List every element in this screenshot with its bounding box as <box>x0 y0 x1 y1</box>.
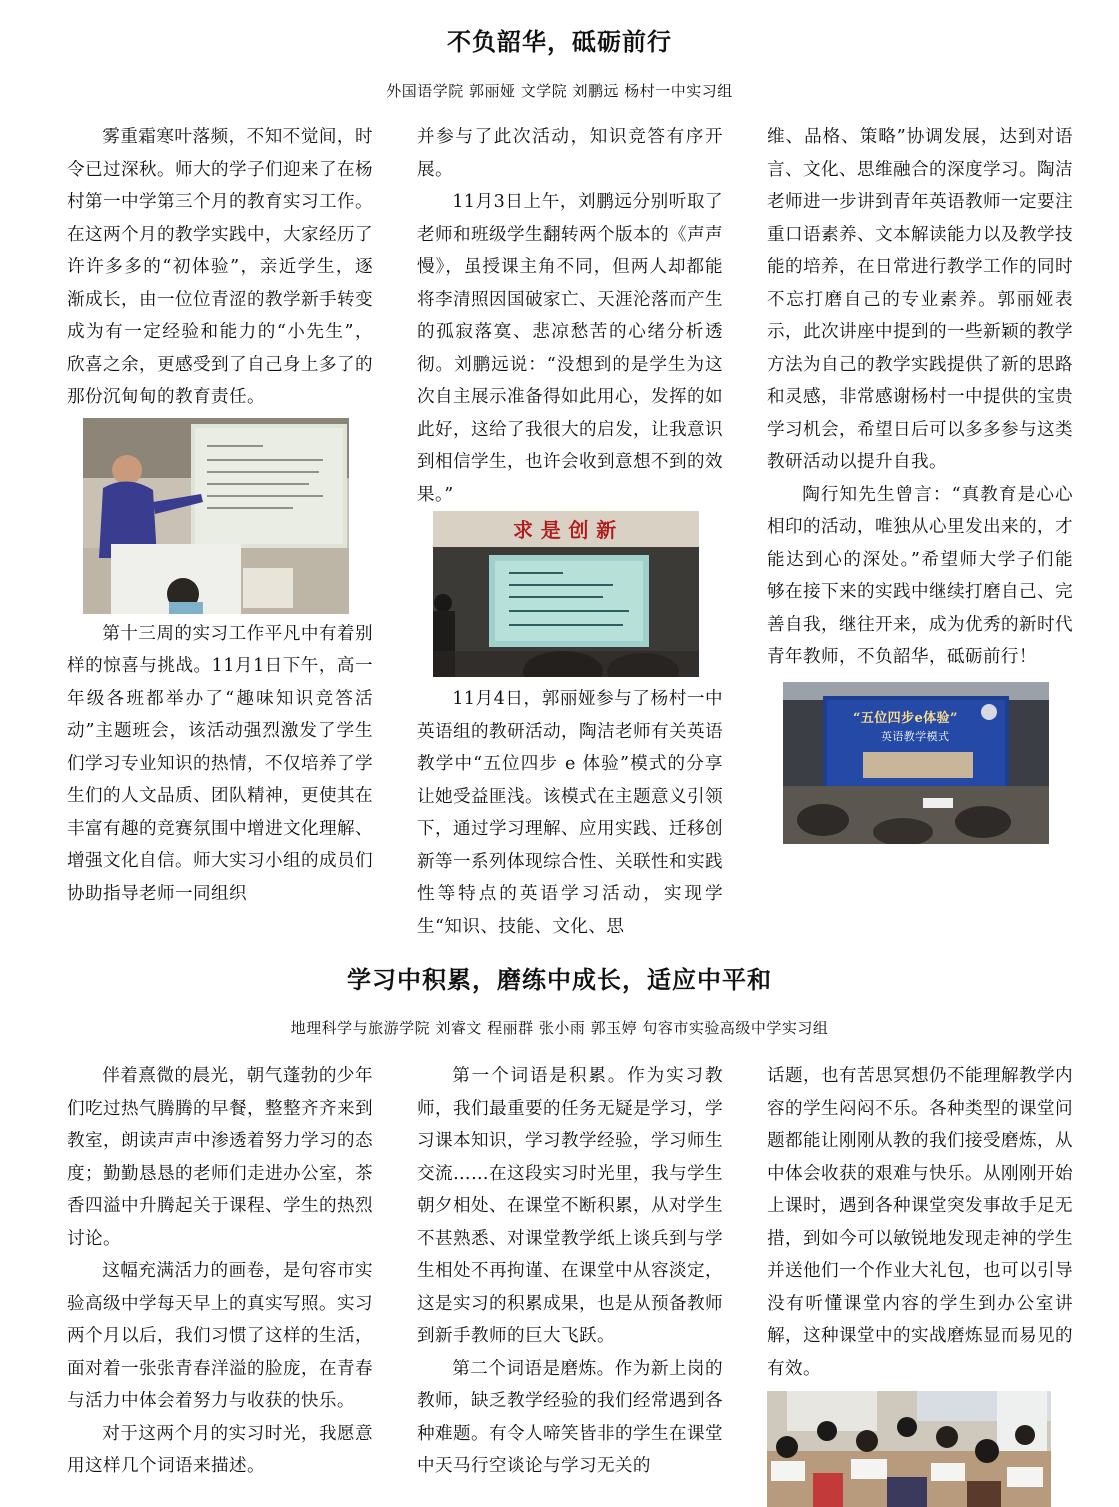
article-2-title: 学习中积累，磨练中成长，适应中平和 <box>347 966 772 994</box>
article-2-column-2 <box>417 1060 723 1483</box>
article-2-column-3 <box>767 1060 1073 1507</box>
article-1-column-2 <box>417 121 723 943</box>
photo-english-lecture <box>783 682 1049 844</box>
paragraph: 陶行知先生曾言：“真教育是心心相印的活动，唯独从心里发出来的，才能达到心的深处。”希望师大学子们能够在接下来的实践中继续打磨自己、完善自我，继往开来，成为优秀的新时代青年教师，不负韶华，砥砺前行！ <box>767 484 1073 667</box>
paragraph: 并参与了此次活动，知识竞答有序开展。 <box>417 127 723 180</box>
article-1-column-3 <box>767 121 1073 844</box>
paragraph: 第二个词语是磨炼。作为新上岗的教师，缺乏教学经验的我们经常遇到各种难题。有令人啼笑皆非的学生在课堂中天马行空谈论与学习无关的 <box>417 1358 723 1476</box>
paragraph: 第一个词语是积累。作为实习教师，我们最重要的任务无疑是学习，学习课本知识，学习教学经验，学习师生交流……在这段实习时光里，我与学生朝夕相处、在课堂不断积累，从对学生不甚熟悉、对课堂教学纸上谈兵到与学生相处不再拘谨、在课堂中从容淡定，这是实习的积累成果，也是从预备教师到新手教师的巨大飞跃。 <box>417 1066 723 1346</box>
article-1-title: 不负韶华，砥砺前行 <box>447 28 672 56</box>
paragraph: 话题，也有苦思冥想仍不能理解教学内容的学生闷闷不乐。各种类型的课堂问题都能让刚刚从教的我们接受磨炼，从中体会收获的艰难与快乐。从刚刚开始上课时，遇到各种课堂突发事故手足无措，到如今可以敏锐地发现走神的学生并送他们一个作业大礼包，也可以引导没有听懂课堂内容的学生到办公室讲解，这种课堂中的实战磨炼显而易见的有效。 <box>767 1066 1073 1379</box>
paragraph: 对于这两个月的实习时光，我愿意用这样几个词语来描述。 <box>67 1423 373 1476</box>
slide-title-text: “五位四步e体验” <box>853 710 958 726</box>
article-1-byline: 外国语学院 郭丽娅 文学院 刘鹏远 杨村一中实习组 <box>386 82 733 100</box>
slide-subtitle-text: 英语教学模式 <box>881 729 950 743</box>
paragraph: 维、品格、策略”协调发展，达到对语言、文化、思维融合的深度学习。陶洁老师进一步讲到青年英语教师一定要注重口语素养、文本解读能力以及教学技能的培养，在日常进行教学工作的同时不忘打磨自己的专业素养。郭丽娅表示，此次讲座中提到的一些新颖的教学方法为自己的教学实践提供了新的思路和灵感，非常感谢杨村一中提供的宝贵学习机会，希望日后可以多多参与这类教研活动以提升自我。 <box>767 127 1073 472</box>
paragraph: 这幅充满活力的画卷，是句容市实验高级中学每天早上的真实写照。实习两个月以后，我们习惯了这样的生活，面对着一张张青春洋溢的脸庞，在青春与活力中体会着努力与收获的快乐。 <box>67 1261 373 1411</box>
paragraph: 伴着熹微的晨光，朝气蓬勃的少年们吃过热气腾腾的早餐，整整齐齐来到教室，朗读声声中渗透着努力学习的态度；勤勤恳恳的老师们走进办公室，茶香四溢中升腾起关于课程、学生的热烈讨论。 <box>67 1066 373 1249</box>
paragraph: 第十三周的实习工作平凡中有着别样的惊喜与挑战。11月1日下午，高一年级各班都举办了“趣味知识竞答活动”主题班会，该活动强烈激发了学生们学习专业知识的热情，不仅培养了学生们的人文品质、团队精神，更使其在丰富有趣的竞赛氛围中增进文化理解、增强文化自信。师大实习小组的成员们协助指导老师一同组织 <box>67 623 373 904</box>
article-2-byline: 地理科学与旅游学院 刘睿文 程丽群 张小雨 郭玉婷 句容市实验高级中学实习组 <box>290 1019 829 1037</box>
paragraph: 11月4日，郭丽娅参与了杨村一中英语组的教研活动，陶洁老师有关英语教学中“五位四步 e 体验”模式的分享让她受益匪浅。该模式在主题意义引领下，通过学习理解、应用实践、迁移创新等一系列体现综合性、关联性和实践性等特点的英语学习活动，实现学生“知识、技能、文化、思 <box>417 689 723 937</box>
article-2-column-1 <box>67 1060 373 1483</box>
photo-students-studying <box>767 1391 1051 1507</box>
article-1-column-1 <box>67 121 373 910</box>
board-banner-text: 求 是 创 新 <box>513 518 617 542</box>
paragraph: 11月3日上午，刘鹏远分别听取了老师和班级学生翻转两个版本的《声声慢》，虽授课主角不同，但两人却都能将李清照因国破家亡、天涯沦落而产生的孤寂落寞、悲凉愁苦的心绪分析透彻。刘鹏远说：“没想到的是学生为这次自主展示准备得如此用心，发挥的如此好，这给了我很大的启发，让我意识到相信学生，也许会收到意想不到的效果。” <box>417 192 723 505</box>
photo-classroom-slide <box>433 511 699 677</box>
paragraph: 雾重霜寒叶落频，不知不觉间，时令已过深秋。师大的学子们迎来了在杨村第一中学第三个月的教育实习工作。在这两个月的教学实践中，大家经历了许许多多的“初体验”，亲近学生，逐渐成长，由一位位青涩的教学新手转变成为有一定经验和能力的“小先生”，欣喜之余，更感受到了自己身上多了的那份沉甸甸的教育责任。 <box>67 127 373 407</box>
photo-student-presenting <box>83 418 349 614</box>
